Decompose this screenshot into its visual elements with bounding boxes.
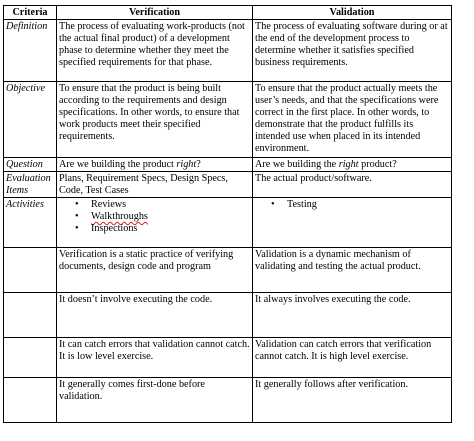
verification-cell: It generally comes first-done before validation. <box>57 378 253 423</box>
list-item: • Testing <box>287 199 449 211</box>
criteria-cell: Question <box>4 158 57 172</box>
table-row-error-level <box>4 338 452 378</box>
validation-cell <box>253 158 452 172</box>
list-item: • Reviews <box>91 199 250 211</box>
criteria-cell <box>4 293 57 338</box>
list-item-text: Walkthroughs <box>91 211 148 222</box>
verification-cell: It doesn’t involve executing the code. <box>57 293 253 338</box>
question-emphasis: right <box>338 159 359 170</box>
criteria-cell <box>4 338 57 378</box>
verification-cell: Plans, Requirement Specs, Design Specs, Code, Test Cases <box>57 172 253 198</box>
validation-cell: To ensure that the product actually meets the user’s needs, and that the specifications were correct in the first place. In other words, to demonstrate that the product fulfills its intended use when placed in its intended environment. <box>253 82 452 158</box>
table-row-order <box>4 378 452 423</box>
table-row-definition <box>4 20 452 82</box>
verification-cell: Verification is a static practice of verifying documents, design code and program <box>57 248 253 293</box>
verification-validation-table <box>3 5 452 423</box>
table-row-evaluation-items <box>4 172 452 198</box>
validation-cell: It always involves executing the code. <box>253 293 452 338</box>
validation-cell: The actual product/software. <box>253 172 452 198</box>
question-emphasis: right <box>176 159 197 170</box>
verification-cell <box>57 158 253 172</box>
question-text: Are we building the product <box>59 159 177 170</box>
question-end: product? <box>358 159 397 170</box>
criteria-cell: Objective <box>4 82 57 158</box>
validation-activities-list <box>255 199 449 211</box>
verification-cell: The process of evaluating work-products (not the actual final product) of a development phase to determine whether they meet the specified requirements for that phase. <box>57 20 253 82</box>
verification-cell: It can catch errors that validation cannot catch. It is low level exercise. <box>57 338 253 378</box>
list-item: • Inspections <box>91 223 250 235</box>
table-row-question <box>4 158 452 172</box>
header-row <box>4 6 452 20</box>
criteria-cell: Activities <box>4 198 57 248</box>
header-criteria: Criteria <box>4 6 57 20</box>
list-item <box>91 211 250 223</box>
header-verification: Verification <box>57 6 253 20</box>
verification-cell: To ensure that the product is being built according to the requirements and design specifications. In other words, to ensure that work products meet their specified requirements. <box>57 82 253 158</box>
criteria-cell: Definition <box>4 20 57 82</box>
criteria-cell <box>4 378 57 423</box>
criteria-cell: Evaluation Items <box>4 172 57 198</box>
question-end: ? <box>196 159 201 170</box>
header-validation: Validation <box>253 6 452 20</box>
verification-cell <box>57 198 253 248</box>
comparison-table-container <box>3 5 451 423</box>
criteria-cell <box>4 248 57 293</box>
validation-cell: The process of evaluating software during or at the end of the development process to determine whether it satisfies specified business requirements. <box>253 20 452 82</box>
validation-cell: Validation can catch errors that verification cannot catch. It is high level exercise. <box>253 338 452 378</box>
question-text: Are we building the <box>255 159 339 170</box>
verification-activities-list <box>59 199 250 235</box>
validation-cell: It generally follows after verification. <box>253 378 452 423</box>
table-row-code-execution <box>4 293 452 338</box>
validation-cell: Validation is a dynamic mechanism of validating and testing the actual product. <box>253 248 452 293</box>
table-row-static-dynamic <box>4 248 452 293</box>
table-row-objective <box>4 82 452 158</box>
validation-cell <box>253 198 452 248</box>
table-row-activities <box>4 198 452 248</box>
